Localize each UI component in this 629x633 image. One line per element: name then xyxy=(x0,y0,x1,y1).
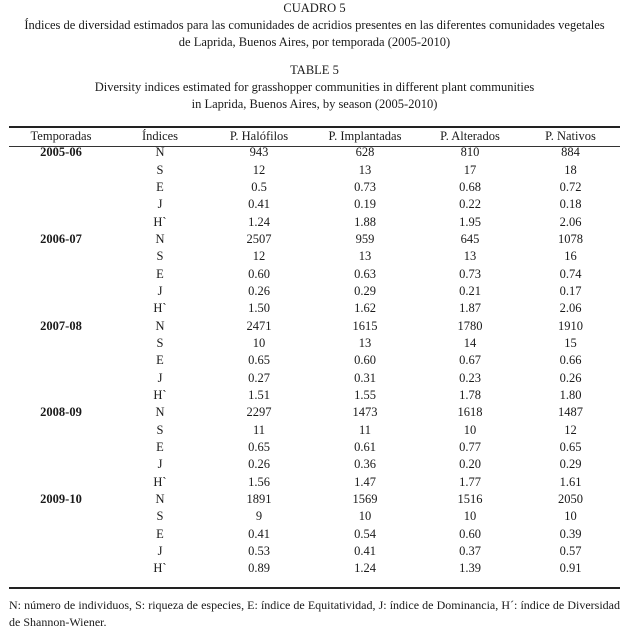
season-cell: 2006-07 xyxy=(40,231,82,246)
value-cell: 0.26 xyxy=(248,283,270,298)
index-cell: N xyxy=(155,405,165,420)
value-cell: 0.21 xyxy=(459,283,481,298)
value-cell: 1.77 xyxy=(459,474,481,489)
caption-spanish xyxy=(0,0,629,51)
season-cell xyxy=(9,474,113,491)
table-row xyxy=(9,352,620,369)
value-cell: 0.27 xyxy=(248,370,270,385)
value-cell: 0.60 xyxy=(354,353,376,368)
table-row xyxy=(9,456,620,473)
value-cell: 10 xyxy=(463,509,477,524)
value-cell: 0.23 xyxy=(459,370,481,385)
value-cell: 0.74 xyxy=(559,266,582,281)
value-cell: 1.55 xyxy=(354,387,376,402)
season-cell xyxy=(9,560,113,577)
value-cell: 810 xyxy=(460,145,480,160)
value-cell: 1780 xyxy=(457,318,483,333)
header-bottom-rule xyxy=(9,146,620,147)
table-row xyxy=(9,439,620,456)
index-cell: E xyxy=(156,353,164,368)
season-cell: 2005-06 xyxy=(40,145,82,160)
season-cell xyxy=(9,526,113,543)
value-cell: 1891 xyxy=(246,492,272,507)
value-cell: 0.65 xyxy=(248,353,270,368)
value-cell: 12 xyxy=(564,422,577,437)
value-cell: 10 xyxy=(564,509,577,524)
value-cell: 0.37 xyxy=(459,544,481,559)
value-cell: 1.61 xyxy=(559,474,582,489)
index-cell: S xyxy=(156,509,164,524)
table-row xyxy=(9,474,620,491)
value-cell: 0.29 xyxy=(559,457,582,472)
table-row xyxy=(9,213,620,230)
caption-es-line-2: de Laprida, Buenos Aires, por temporada (2005-2010) xyxy=(178,35,451,49)
value-cell: 959 xyxy=(355,231,375,246)
season-cell xyxy=(9,543,113,560)
table-row xyxy=(9,196,620,213)
value-cell: 0.61 xyxy=(354,440,376,455)
index-cell: J xyxy=(157,457,163,472)
index-cell: J xyxy=(157,370,163,385)
value-cell: 1516 xyxy=(457,492,483,507)
value-cell: 0.65 xyxy=(248,440,270,455)
season-cell xyxy=(9,179,113,196)
value-cell: 2297 xyxy=(246,405,272,420)
index-cell: E xyxy=(156,266,164,281)
table-row xyxy=(9,491,620,508)
value-cell: 0.73 xyxy=(459,266,481,281)
index-cell: S xyxy=(156,422,164,437)
value-cell: 2050 xyxy=(558,492,583,507)
value-cell: 0.17 xyxy=(559,283,582,298)
season-cell xyxy=(9,248,113,265)
season-cell xyxy=(9,352,113,369)
index-cell: E xyxy=(156,526,164,541)
table-row xyxy=(9,265,620,282)
season-cell xyxy=(9,196,113,213)
value-cell: 0.26 xyxy=(559,370,582,385)
value-cell: 10 xyxy=(463,422,477,437)
table-row xyxy=(9,422,620,439)
diversity-table xyxy=(9,128,620,578)
value-cell: 1.78 xyxy=(459,387,481,402)
index-cell: N xyxy=(155,318,165,333)
season-cell xyxy=(9,335,113,352)
value-cell: 11 xyxy=(252,422,266,437)
value-cell: 884 xyxy=(561,145,580,160)
value-cell: 12 xyxy=(252,249,266,264)
value-cell: 1487 xyxy=(558,405,583,420)
value-cell: 1569 xyxy=(352,492,378,507)
value-cell: 0.41 xyxy=(248,526,270,541)
value-cell: 0.36 xyxy=(354,457,376,472)
value-cell: 16 xyxy=(564,249,577,264)
index-cell: H` xyxy=(153,214,167,229)
value-cell: 1615 xyxy=(352,318,378,333)
value-cell: 1078 xyxy=(558,231,583,246)
table-bottom-rule xyxy=(9,587,620,589)
header-p-halofilos: P. Halófilos xyxy=(229,128,289,143)
value-cell: 1.50 xyxy=(248,301,270,316)
season-cell xyxy=(9,387,113,404)
caption-en-line-1: Diversity indices estimated for grasshopper communities in different plant communities xyxy=(94,80,535,94)
value-cell: 2.06 xyxy=(559,214,582,229)
season-cell xyxy=(9,283,113,300)
table-row xyxy=(9,231,620,248)
table-body xyxy=(9,144,620,578)
value-cell: 0.66 xyxy=(559,353,582,368)
table-row xyxy=(9,404,620,421)
value-cell: 2507 xyxy=(246,231,272,246)
table-row xyxy=(9,161,620,178)
season-cell xyxy=(9,300,113,317)
value-cell: 17 xyxy=(463,162,477,177)
value-cell: 943 xyxy=(249,145,269,160)
value-cell: 0.53 xyxy=(248,544,270,559)
table-row xyxy=(9,283,620,300)
value-cell: 1910 xyxy=(558,318,583,333)
value-cell: 13 xyxy=(358,335,372,350)
value-cell: 0.73 xyxy=(354,179,376,194)
value-cell: 0.29 xyxy=(354,283,376,298)
value-cell: 1.39 xyxy=(459,561,481,576)
table-row xyxy=(9,560,620,577)
value-cell: 1.24 xyxy=(354,561,376,576)
value-cell: 10 xyxy=(252,335,266,350)
value-cell: 0.54 xyxy=(354,526,376,541)
value-cell: 13 xyxy=(358,249,372,264)
index-cell: E xyxy=(156,179,164,194)
caption-en-line-2: in Laprida, Buenos Aires, by season (2005-2010) xyxy=(191,97,438,111)
caption-es-label: CUADRO 5 xyxy=(283,1,346,15)
index-cell: N xyxy=(155,231,165,246)
index-cell: N xyxy=(155,492,165,507)
value-cell: 10 xyxy=(358,509,372,524)
value-cell: 13 xyxy=(463,249,477,264)
index-cell: H` xyxy=(153,387,167,402)
index-cell: H` xyxy=(153,474,167,489)
value-cell: 0.65 xyxy=(559,440,582,455)
value-cell: 0.41 xyxy=(354,544,376,559)
season-cell xyxy=(9,369,113,386)
table-row xyxy=(9,317,620,334)
season-cell xyxy=(9,456,113,473)
caption-en-label: TABLE 5 xyxy=(290,63,339,77)
value-cell: 1.51 xyxy=(248,387,270,402)
value-cell: 0.5 xyxy=(251,179,267,194)
index-cell: S xyxy=(156,335,164,350)
value-cell: 12 xyxy=(252,162,266,177)
season-cell: 2007-08 xyxy=(40,318,82,333)
index-cell: E xyxy=(156,440,164,455)
header-row xyxy=(9,128,620,144)
value-cell: 1.24 xyxy=(248,214,270,229)
value-cell: 0.89 xyxy=(248,561,270,576)
value-cell: 0.60 xyxy=(459,526,481,541)
index-cell: H` xyxy=(153,561,167,576)
value-cell: 15 xyxy=(564,335,577,350)
value-cell: 0.63 xyxy=(354,266,376,281)
value-cell: 628 xyxy=(355,145,375,160)
season-cell xyxy=(9,439,113,456)
value-cell: 0.39 xyxy=(559,526,582,541)
value-cell: 0.18 xyxy=(559,197,582,212)
index-cell: J xyxy=(157,283,163,298)
value-cell: 0.60 xyxy=(248,266,270,281)
table-row xyxy=(9,179,620,196)
footnote: N: número de individuos, S: riqueza de especies, E: índice de Equitatividad, J: índice de Dominancia, H´: índice de Diversidad de Shannon-Wiener. xyxy=(9,598,620,629)
header-p-implantadas: P. Implantadas xyxy=(328,128,402,143)
table-row xyxy=(9,335,620,352)
index-cell: S xyxy=(156,162,164,177)
caption-english xyxy=(0,62,629,113)
value-cell: 13 xyxy=(358,162,372,177)
header-p-nativos: P. Nativos xyxy=(545,128,596,143)
table-row xyxy=(9,508,620,525)
season-cell: 2009-10 xyxy=(40,492,82,507)
value-cell: 2.06 xyxy=(559,301,582,316)
index-cell: J xyxy=(157,197,163,212)
value-cell: 1618 xyxy=(457,405,483,420)
table-row xyxy=(9,543,620,560)
value-cell: 0.91 xyxy=(559,561,582,576)
index-cell: N xyxy=(155,145,165,160)
value-cell: 0.20 xyxy=(459,457,481,472)
value-cell: 0.77 xyxy=(459,440,481,455)
value-cell: 2471 xyxy=(246,318,272,333)
value-cell: 0.41 xyxy=(248,197,270,212)
value-cell: 1.47 xyxy=(354,474,376,489)
table-row xyxy=(9,369,620,386)
value-cell: 11 xyxy=(358,422,372,437)
value-cell: 18 xyxy=(564,162,577,177)
caption-es-line-1: Índices de diversidad estimados para las comunidades de acridios presentes en las diferentes comunidades vegetales xyxy=(24,18,605,32)
value-cell: 0.31 xyxy=(354,370,376,385)
value-cell: 0.67 xyxy=(459,353,481,368)
season-cell xyxy=(9,161,113,178)
value-cell: 1.88 xyxy=(354,214,376,229)
season-cell xyxy=(9,508,113,525)
index-cell: S xyxy=(156,249,164,264)
value-cell: 1.87 xyxy=(459,301,481,316)
value-cell: 1.62 xyxy=(354,301,376,316)
value-cell: 645 xyxy=(460,231,480,246)
value-cell: 1.95 xyxy=(459,214,481,229)
index-cell: J xyxy=(157,544,163,559)
header-indices: Índices xyxy=(141,128,179,143)
season-cell xyxy=(9,213,113,230)
value-cell: 0.68 xyxy=(459,179,481,194)
table-row xyxy=(9,387,620,404)
header-temporadas: Temporadas xyxy=(30,128,92,143)
season-cell xyxy=(9,265,113,282)
value-cell: 9 xyxy=(255,509,263,524)
value-cell: 1.56 xyxy=(248,474,270,489)
season-cell: 2008-09 xyxy=(40,405,82,420)
table-row xyxy=(9,248,620,265)
table-row xyxy=(9,526,620,543)
value-cell: 0.57 xyxy=(559,544,582,559)
index-cell: H` xyxy=(153,301,167,316)
table-row xyxy=(9,300,620,317)
header-p-alterados: P. Alterados xyxy=(440,128,500,143)
value-cell: 0.72 xyxy=(559,179,582,194)
value-cell: 0.22 xyxy=(459,197,481,212)
value-cell: 0.26 xyxy=(248,457,270,472)
value-cell: 1.80 xyxy=(559,387,582,402)
value-cell: 1473 xyxy=(352,405,378,420)
value-cell: 0.19 xyxy=(354,197,376,212)
season-cell xyxy=(9,422,113,439)
value-cell: 14 xyxy=(463,335,477,350)
